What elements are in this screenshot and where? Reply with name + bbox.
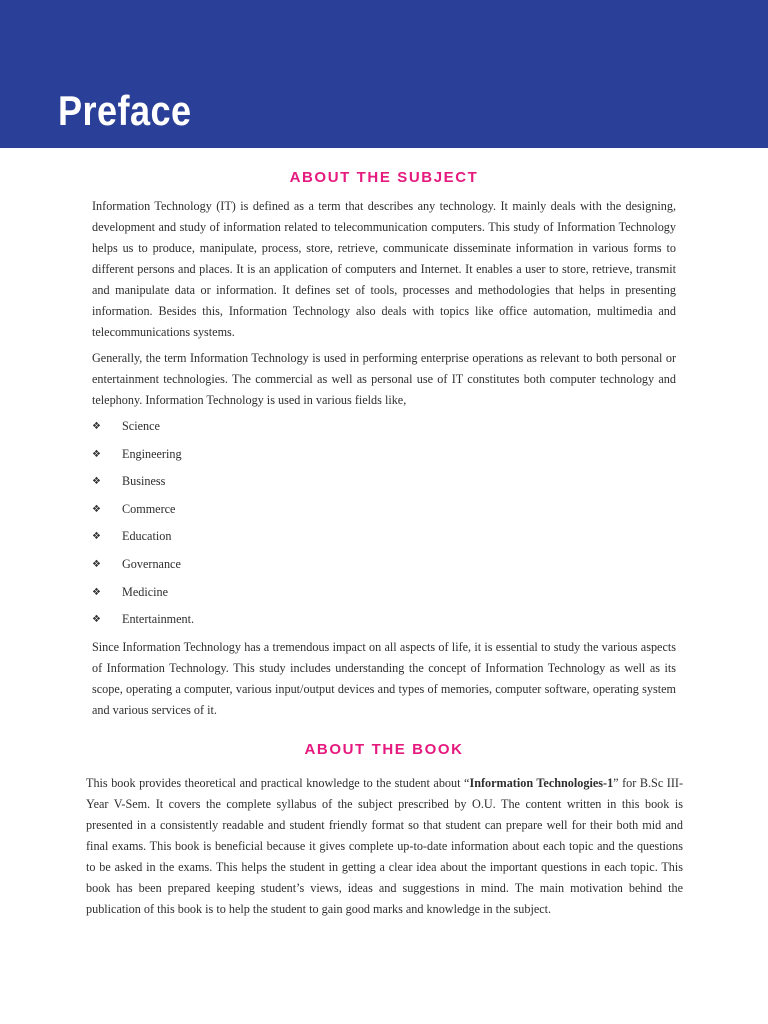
book-title-emphasis: Information Technologies-1 <box>469 776 614 790</box>
diamond-bullet-icon: ❖ <box>92 503 101 515</box>
list-item-label: Commerce <box>122 501 176 516</box>
subject-paragraph-3: Since Information Technology has a tremendous impact on all aspects of life, it is essential to study the various aspects of Information Technology. This study includes understanding the concept of Information Technology as well as its scope, operating a computer, various input/output devices and types of memories, computer software, operating system and various services of it. <box>92 640 676 717</box>
diamond-bullet-icon: ❖ <box>92 558 101 570</box>
list-item-label: Entertainment. <box>122 612 195 627</box>
diamond-bullet-icon: ❖ <box>92 421 101 432</box>
list-item <box>92 499 194 527</box>
list-item <box>92 471 194 499</box>
section-heading-about-subject: ABOUT THE SUBJECT <box>289 169 479 186</box>
diamond-bullet-icon: ❖ <box>92 448 101 460</box>
list-item-label: Science <box>122 419 160 433</box>
list-item <box>92 444 194 472</box>
subject-paragraph-2: Generally, the term Information Technology is used in performing enterprise operations as relevant to both personal or entertainment technologies. The commercial as well as personal use of IT constitutes both computer technology and telephony. Information Technology is used in various fields like, <box>92 351 676 407</box>
diamond-bullet-icon: ❖ <box>92 476 101 488</box>
page-title: Preface <box>58 87 192 134</box>
list-item <box>92 416 194 444</box>
book-text-end: ” for B.Sc III-Year V-Sem. It covers the complete syllabus of the subject prescribed by O.U. The content written in this book is presented in a consistently readable and student friendly format so that student can prepare well for their both mid and final exams. This book is beneficial because it gives complete up-to-date information about each topic and the questions to be asked in the exams. This helps the student in getting a clear idea about the important questions in each topic. This book has been prepared keeping student’s views, ideas and suggestions in mind. The main motivation behind the publication of this book is to help the student to gain good marks and knowledge in the subject. <box>86 776 684 916</box>
list-item-label: Engineering <box>122 446 182 461</box>
subject-paragraph-1: Information Technology (IT) is defined as a term that describes any technology. It mainly deals with the designing, development and study of information related to telecommunication computers. This study of Information Technology helps us to produce, manipulate, process, store, retrieve, communicate disseminate information in various forms to different persons and places. It is an application of computers and Internet. It enables a user to store, retrieve, transmit and manipulate data or information. It defines set of tools, processes and methodologies that helps in presenting information. Besides this, Information Technology also deals with topics like office automation, multimedia and telecommunications systems. <box>92 199 676 339</box>
section-heading-about-book: ABOUT THE BOOK <box>304 741 464 758</box>
book-paragraph <box>86 773 683 920</box>
list-item <box>92 582 194 610</box>
list-item <box>92 554 194 582</box>
book-text-start: This book provides theoretical and practical knowledge to the student about “ <box>86 776 470 790</box>
diamond-bullet-icon: ❖ <box>92 614 101 626</box>
list-item-label: Business <box>122 474 166 489</box>
diamond-bullet-icon: ❖ <box>92 586 101 598</box>
list-item <box>92 526 194 554</box>
list-item-label: Medicine <box>122 584 169 599</box>
list-item-label: Governance <box>122 556 181 571</box>
fields-list <box>92 416 194 637</box>
diamond-bullet-icon: ❖ <box>92 531 101 543</box>
list-item <box>92 609 194 637</box>
list-item-label: Education <box>122 529 172 544</box>
header-banner <box>0 0 768 148</box>
